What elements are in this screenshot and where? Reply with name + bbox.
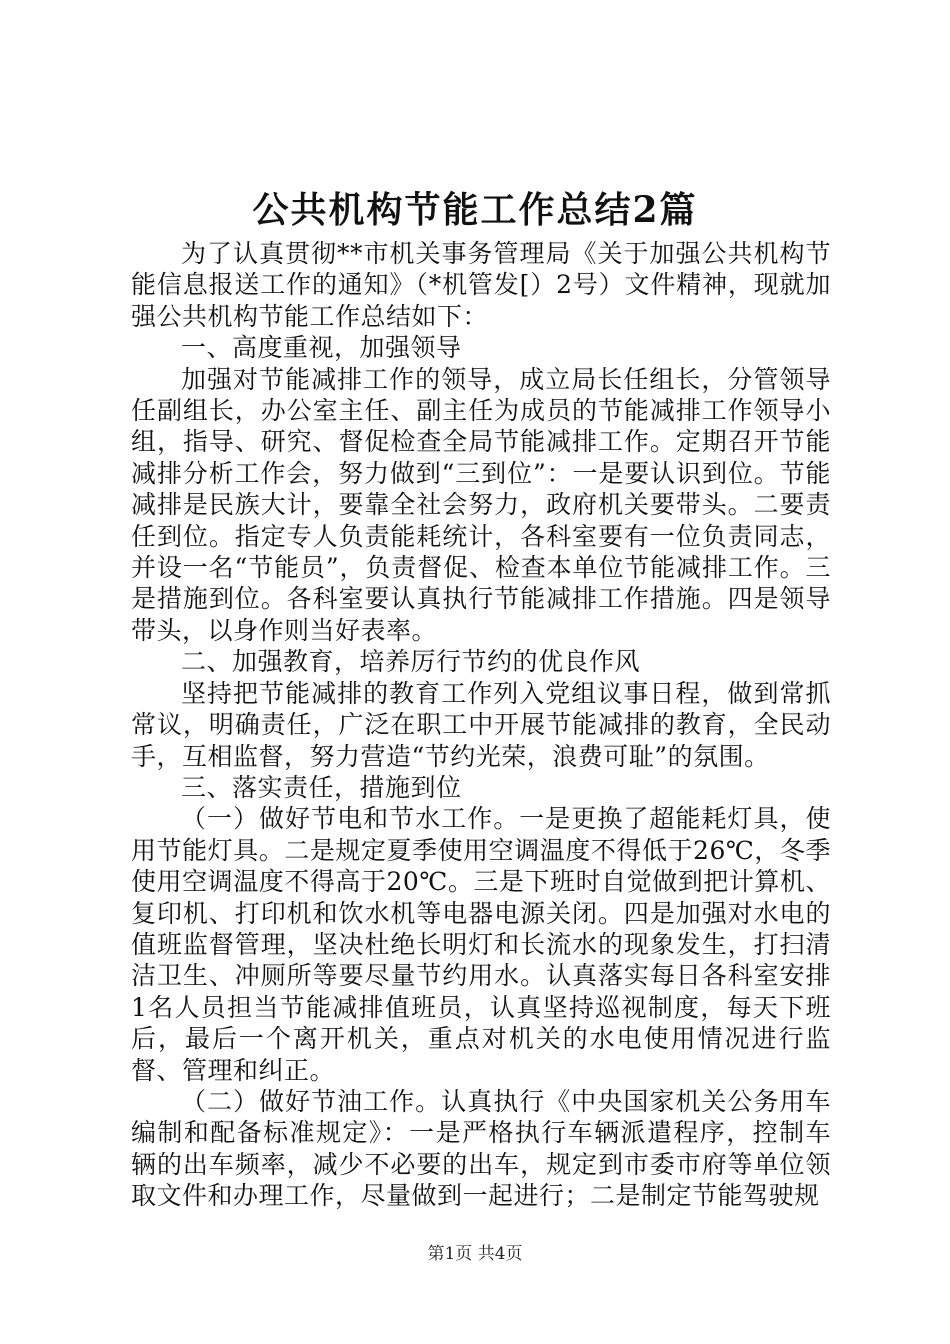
document-title: 公共机构节能工作总结2篇 [252, 189, 698, 231]
page-footer: 第1页 共4页 [427, 1244, 523, 1264]
paragraph-section-1: 加强对节能减排工作的领导，成立局长任组长，分管领导任副组长，办公室主任、副主任为成员的节能减排工作领导小组，指导、研究、督促检查全局节能减排工作。定期召开节能减排分析工作会，努力做到“三到位”：一是要认识到位。节能减排是民族大计，要靠全社会努力，政府机关要带头。二要责任到位。指定专人负责能耗统计，各科室要有一位负责同志，并设一名“节能员”，负责督促、检查本单位节能减排工作。三是措施到位。各科室要认真执行节能减排工作措施。四是领导带头，以身作则当好表率。 [131, 364, 831, 645]
heading-section-2: 二、加强教育，培养厉行节约的优良作风 [181, 647, 641, 677]
heading-section-3: 三、落实责任，措施到位 [181, 772, 462, 802]
paragraph-section-3-item-1: （一）做好节电和节水工作。一是更换了超能耗灯具，使用节能灯具。二是规定夏季使用空调温度不得低于26℃，冬季使用空调温度不得高于20℃。三是下班时自觉做到把计算机、复印机、打印机和饮水机等电器电源关闭。四是加强对水电的值班监督管理，坚决杜绝长明灯和长流水的现象发生，打扫清洁卫生、冲厕所等要尽量节约用水。认真落实每日各科室安排1名人员担当节能减排值班员，认真坚持巡视制度，每天下班后，最后一个离开机关，重点对机关的水电使用情况进行监督、管理和纠正。 [131, 804, 831, 1085]
heading-section-1: 一、高度重视，加强领导 [181, 333, 462, 363]
paragraph-section-3-item-2: （二）做好节油工作。认真执行《中央国家机关公务用车编制和配备标准规定》：一是严格执行车辆派遣程序，控制车辆的出车频率，减少不必要的出车，规定到市委市府等单位领取文件和办理工作，尽量做到一起进行；二是制定节能驾驶规 [131, 1086, 831, 1211]
document-body [131, 238, 831, 1212]
paragraph-intro: 为了认真贯彻**市机关事务管理局《关于加强公共机构节能信息报送工作的通知》（*机管发[）2号）文件精神，现就加强公共机构节能工作总结如下： [131, 239, 831, 331]
paragraph-section-2: 坚持把节能减排的教育工作列入党组议事日程，做到常抓常议，明确责任，广泛在职工中开展节能减排的教育，全民动手，互相监督，努力营造“节约光荣，浪费可耻”的氛围。 [131, 678, 831, 771]
